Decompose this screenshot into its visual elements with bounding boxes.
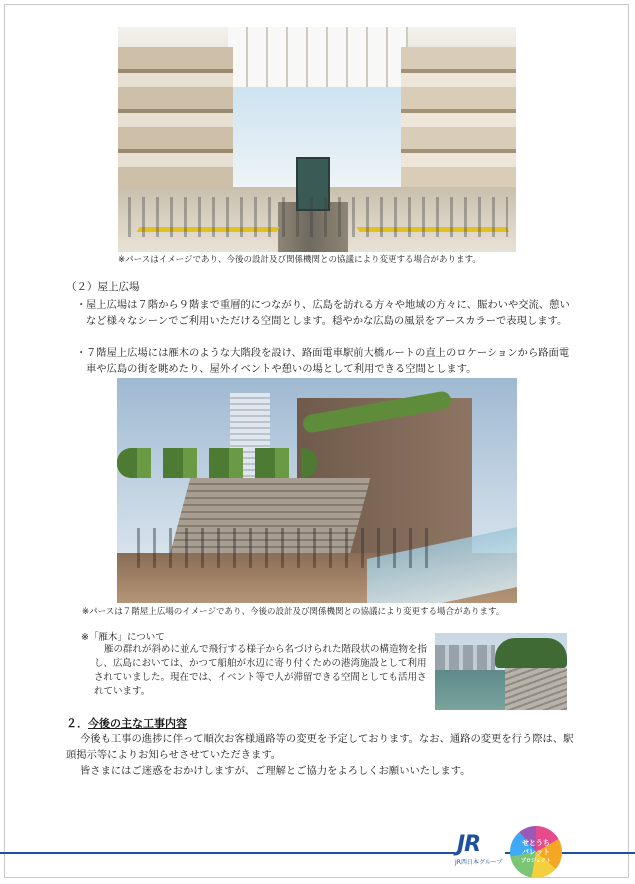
section-2-heading bbox=[66, 716, 187, 731]
bullet-marker: ・ bbox=[76, 347, 87, 359]
paragraph-text: 今後も工事の進捗に伴って順次お客様通路等の変更を予定しております。なお、通路の変更を行う際は、駅頭掲示等によりお知らせさせていただきます。 bbox=[66, 733, 574, 761]
section-2-paragraph-2 bbox=[66, 763, 581, 779]
photo-trees bbox=[495, 638, 567, 668]
bullet-text: ７階屋上広場には雁木のような大階段を設け、路面電車駅前大橋ルートの直上のロケーションから路面電車や広島の街を眺めたり、屋外イベントや憩いの場として利用できる空間とします。 bbox=[86, 347, 570, 375]
concourse-crowd bbox=[128, 197, 508, 237]
jr-west-logo bbox=[455, 832, 505, 868]
jr-logo-mark: JR bbox=[457, 832, 481, 857]
campaign-logo-line-3: プロジェクト bbox=[521, 858, 551, 864]
campaign-logo-line-2: パレット bbox=[522, 848, 550, 856]
concourse-right-floors bbox=[401, 47, 516, 187]
concourse-caption: ※パースはイメージであり、今後の設計及び関係機関との協議により変更する場合があります。 bbox=[118, 255, 481, 265]
gangi-riverside-photo bbox=[435, 633, 567, 710]
photo-river bbox=[435, 670, 515, 710]
gangi-note-body: 雁の群れが斜めに並んで飛行する様子から名づけられた階段状の構造物を指し、広島においては、かつて船舶が水辺に寄り付くための港湾施設として利用されていました。現在では、イベント等で人が滞留できる空間としても活用されています。 bbox=[94, 644, 428, 697]
rooftop-section-heading: （２）屋上広場 bbox=[66, 281, 140, 293]
concourse-skylight bbox=[228, 27, 408, 87]
station-concourse-rendering bbox=[118, 27, 516, 252]
gangi-note-title: ※「雁木」について bbox=[81, 632, 165, 643]
paragraph-text: 皆さまにはご迷惑をおかけしますが、ご理解とご協力をよろしくお願いいたします。 bbox=[80, 765, 471, 777]
concourse-left-floors bbox=[118, 47, 233, 187]
rooftop-caption: ※パースは７階屋上広場のイメージであり、今後の設計及び関係機関との協議により変更する場合があります。 bbox=[82, 607, 505, 617]
rooftop-plaza-rendering bbox=[117, 378, 517, 603]
section-2-title: 今後の主な工事内容 bbox=[88, 717, 187, 730]
photo-buildings bbox=[435, 645, 495, 670]
section-2-paragraph-1 bbox=[66, 731, 581, 763]
bullet-marker: ・ bbox=[76, 299, 87, 311]
photo-gangi-steps bbox=[505, 668, 567, 710]
setouchi-palette-logo bbox=[510, 826, 562, 878]
rooftop-crowd bbox=[137, 528, 437, 568]
rooftop-bullet-1 bbox=[76, 297, 576, 329]
rooftop-bullet-2 bbox=[76, 345, 576, 377]
section-2-number: ２． bbox=[66, 717, 88, 730]
bullet-text: 屋上広場は７階から９階まで重層的につながり、広島を訪れる方々や地域の方々に、賑わいや交流、憩いなど様々なシーンでご利用いただける空間とします。穏やかな広島の風景をアースカラーで表現します。 bbox=[86, 299, 570, 327]
campaign-logo-line-1: せとうち bbox=[522, 839, 550, 847]
rooftop-trees bbox=[117, 448, 317, 478]
jr-logo-text: JR西日本グループ bbox=[455, 859, 503, 866]
